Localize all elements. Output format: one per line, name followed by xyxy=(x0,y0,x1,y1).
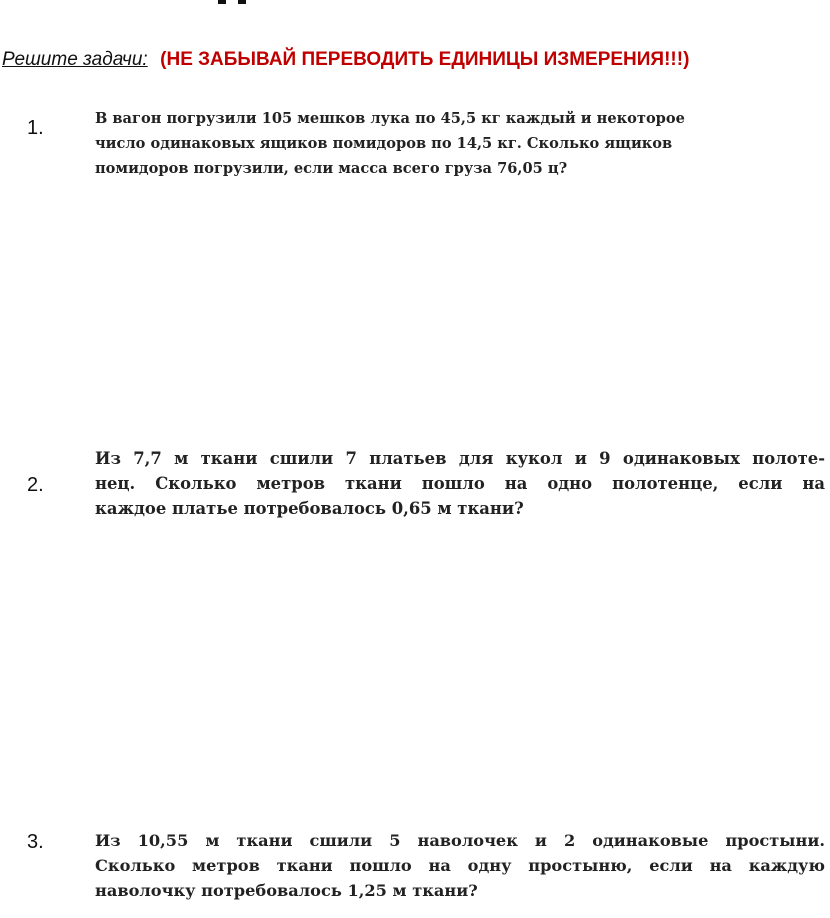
problem-3-line: Из 10,55 м ткани сшили 5 наволочек и 2 одинаковые простыни. xyxy=(95,831,825,850)
problem-3-line: Сколько метров ткани пошло на одну простыню, если на каждую xyxy=(95,856,825,875)
instruction-label: Решите задачи: xyxy=(2,49,148,70)
problem-1-line: число одинаковых ящиков помидоров по 14,5 кг. Сколько ящиков xyxy=(95,135,673,152)
problem-2-number: 2. xyxy=(27,474,44,496)
problem-1-number: 1. xyxy=(27,117,44,139)
units-warning: (НЕ ЗАБЫВАЙ ПЕРЕВОДИТЬ ЕДИНИЦЫ ИЗМЕРЕНИЯ!!!) xyxy=(160,49,690,70)
problem-1-line: помидоров погрузили, если масса всего груза 76,05 ц? xyxy=(95,160,568,177)
problem-1-line: В вагон погрузили 105 мешков лука по 45,5 кг каждый и некоторое xyxy=(95,110,685,127)
problem-2-line: нец. Сколько метров ткани пошло на одно полотенце, если на xyxy=(95,474,825,493)
problem-2-text xyxy=(95,446,825,521)
problem-2-line: каждое платье потребовалось 0,65 м ткани? xyxy=(95,499,524,518)
problem-3-line: наволочку потребовалось 1,25 м ткани? xyxy=(95,881,478,900)
problem-3-number: 3. xyxy=(27,831,44,853)
cut-off-title-fragment xyxy=(218,0,248,4)
problem-1-text xyxy=(95,106,685,181)
problem-2-line: Из 7,7 м ткани сшили 7 платьев для кукол и 9 одинаковых полоте- xyxy=(95,449,825,468)
assignment-header xyxy=(2,49,689,71)
problem-3-text xyxy=(95,828,825,903)
